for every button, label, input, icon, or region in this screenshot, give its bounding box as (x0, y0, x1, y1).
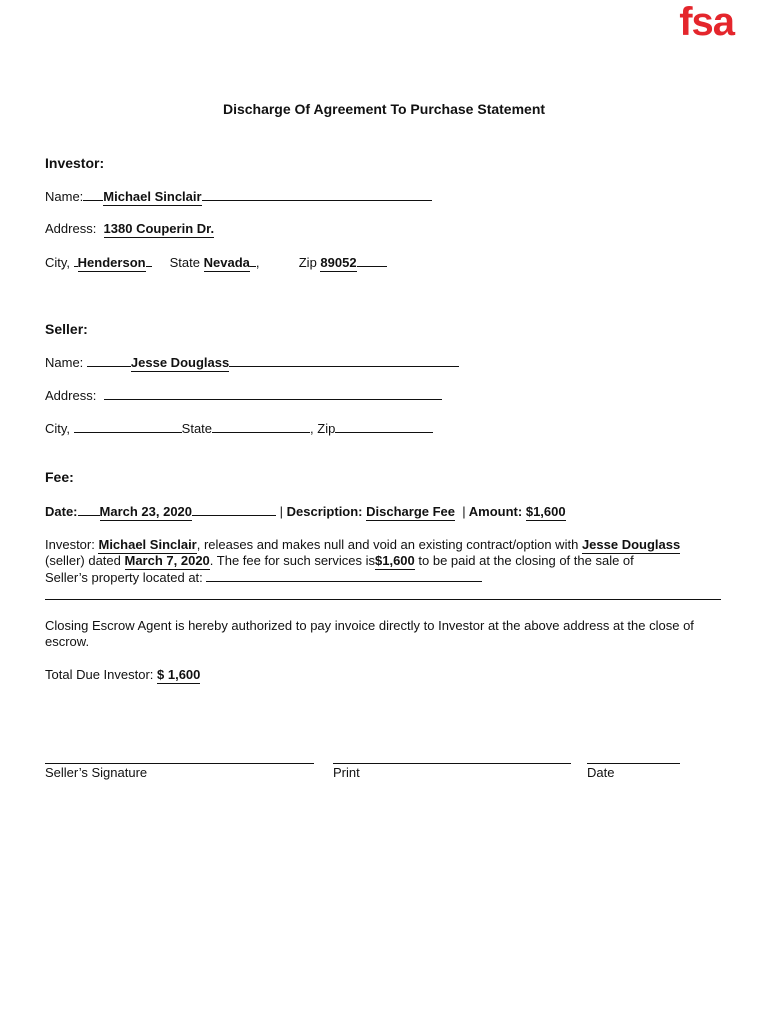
document-title: Discharge Of Agreement To Purchase Statement (222, 101, 546, 117)
print-label: Print (333, 765, 360, 780)
date-line (587, 763, 680, 764)
release-line-3 (45, 569, 482, 586)
fee-amount-value: $1,600 (525, 504, 566, 519)
underline-fill (146, 254, 152, 267)
seller-state-label: State (181, 421, 213, 436)
investor-city-row: City, Henderson State Nevada , Zip 89052 (45, 254, 387, 272)
investor-name-row (45, 188, 432, 206)
investor-name-value: Michael Sinclair (103, 189, 202, 204)
seller-heading: Seller: (45, 321, 88, 337)
release-text: Seller’s property located at: (45, 570, 203, 585)
underline-fill (83, 188, 103, 201)
underline-fill (202, 188, 432, 201)
total-due-row (45, 667, 200, 684)
release-text: , releases and makes null and void an existing contract/option with (196, 537, 579, 552)
underline-fill (192, 503, 276, 516)
seller-name-row (45, 354, 459, 372)
underline-fill (357, 254, 387, 267)
fee-description-label: Description: (286, 504, 363, 519)
investor-city-label: City, (45, 255, 71, 270)
release-line-2 (45, 553, 634, 570)
release-line-1 (45, 537, 680, 554)
seller-signature-line (45, 763, 314, 764)
fee-heading: Fee: (45, 469, 74, 485)
release-text: . The fee for such services is (209, 553, 375, 568)
release-seller-name: Jesse Douglass (581, 537, 681, 552)
seller-zip-blank (335, 420, 433, 433)
investor-zip-label: Zip (298, 255, 317, 270)
release-text: (seller) dated (45, 553, 121, 568)
property-address-blank (206, 569, 482, 582)
investor-address-value: 1380 Couperin Dr. (103, 221, 215, 236)
underline-fill (250, 254, 256, 267)
seller-name-label: Name: (45, 355, 84, 370)
fee-description-value: Discharge Fee (366, 504, 456, 519)
investor-state-value: Nevada (203, 255, 250, 270)
fee-date-value: March 23, 2020 (99, 504, 193, 519)
release-fee: $1,600 (375, 553, 415, 568)
release-investor-name: Michael Sinclair (98, 537, 197, 552)
release-contract-date: March 7, 2020 (124, 553, 210, 568)
investor-heading: Investor: (45, 155, 105, 171)
fee-details-row: Date: March 23, 2020 | Description: Discharge Fee | Amount: $1,600 (45, 504, 566, 519)
escrow-authorization-text: Closing Escrow Agent is hereby authorized to pay invoice directly to Investor at the above address at the close of escrow. (45, 618, 694, 649)
fsa-logo: fsa (679, 0, 734, 44)
investor-name-label: Name: (45, 189, 84, 204)
seller-address-blank (104, 387, 442, 400)
seller-city-blank (74, 420, 182, 433)
seller-address-label: Address: (45, 388, 97, 403)
seller-name-value: Jesse Douglass (130, 355, 230, 370)
seller-city-label: City, (45, 421, 71, 436)
underline-fill (87, 354, 131, 367)
investor-zip-value: 89052 (320, 255, 357, 270)
seller-state-blank (212, 420, 310, 433)
fee-date-label: Date: (45, 504, 78, 519)
seller-city-row: City, State , Zip (45, 420, 433, 437)
underline-fill (229, 354, 459, 367)
release-text: to be paid at the closing of the sale of (418, 553, 634, 568)
date-label: Date (587, 765, 615, 780)
investor-address-row (45, 221, 214, 238)
fee-amount-label: Amount: (468, 504, 523, 519)
property-address-blank-line (45, 599, 721, 600)
investor-city-value: Henderson (77, 255, 146, 270)
print-name-line (333, 763, 571, 764)
investor-address-label: Address: (45, 221, 97, 236)
investor-state-label: State (169, 255, 200, 270)
underline-fill (78, 503, 100, 516)
seller-zip-label: Zip (317, 421, 336, 436)
seller-signature-label: Seller’s Signature (45, 765, 148, 780)
release-text: Investor: (45, 537, 95, 552)
total-due-label: Total Due Investor: (45, 667, 154, 682)
seller-address-row (45, 387, 442, 404)
total-due-value: $ 1,600 (157, 667, 201, 682)
